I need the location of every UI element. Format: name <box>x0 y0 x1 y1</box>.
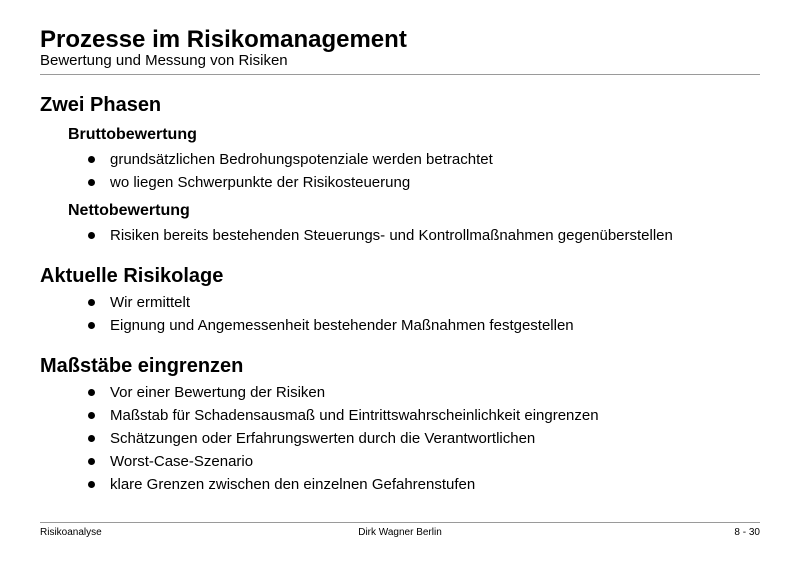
bullet-icon <box>88 322 95 329</box>
list-item <box>88 224 760 247</box>
bullet-icon <box>88 156 95 163</box>
page-number: 8 - 30 <box>734 527 760 538</box>
list-item <box>88 381 760 404</box>
list-item-text: Eignung und Angemessenheit bestehender Maßnahmen festgestellen <box>110 317 574 334</box>
section-heading: Aktuelle Risikolage <box>40 265 224 287</box>
bullet-list <box>40 291 760 337</box>
list-item <box>88 404 760 427</box>
list-item-text: klare Grenzen zwischen den einzelnen Gefahrenstufen <box>110 476 476 493</box>
list-item <box>88 291 760 314</box>
list-item-text: Wir ermittelt <box>110 294 190 311</box>
section-aktuelle-risikolage <box>40 263 760 337</box>
list-item-text: Maßstab für Schadensausmaß und Eintrittswahrscheinlichkeit eingrenzen <box>110 407 599 424</box>
subsection-heading: Nettobewertung <box>68 202 190 219</box>
list-item <box>88 450 760 473</box>
section-massstaebe <box>40 353 760 496</box>
slide-title: Prozesse im Risikomanagement <box>40 26 407 53</box>
slide-subtitle: Bewertung und Messung von Risiken <box>40 52 288 69</box>
list-item-text: Schätzungen oder Erfahrungswerten durch die Verantwortlichen <box>110 430 536 447</box>
list-item <box>88 314 760 337</box>
bullet-list <box>40 224 760 247</box>
bullet-icon <box>88 435 95 442</box>
bullet-icon <box>88 412 95 419</box>
list-item-text: wo liegen Schwerpunkte der Risikosteuerung <box>110 174 411 191</box>
list-item-text: Risiken bereits bestehenden Steuerungs- und Kontrollmaßnahmen gegenüberstellen <box>110 227 673 244</box>
list-item-text: Vor einer Bewertung der Risiken <box>110 384 326 401</box>
header-divider <box>40 74 760 75</box>
bullet-icon <box>88 232 95 239</box>
bullet-icon <box>88 389 95 396</box>
list-item-text: Worst-Case-Szenario <box>110 453 254 470</box>
list-item <box>88 171 760 194</box>
slide-content <box>40 92 760 512</box>
list-item <box>88 427 760 450</box>
footer-center: Dirk Wagner Berlin <box>358 527 442 538</box>
footer-left: Risikoanalyse <box>40 527 102 538</box>
list-item <box>88 473 760 496</box>
list-item-text: grundsätzlichen Bedrohungspotenziale werden betrachtet <box>110 151 493 168</box>
bullet-icon <box>88 299 95 306</box>
bullet-icon <box>88 458 95 465</box>
bullet-icon <box>88 481 95 488</box>
section-heading: Maßstäbe eingrenzen <box>40 355 244 377</box>
section-heading: Zwei Phasen <box>40 94 162 116</box>
section-zwei-phasen <box>40 92 760 247</box>
bullet-list <box>40 381 760 496</box>
subsection-heading: Bruttobewertung <box>68 126 197 143</box>
footer-divider <box>40 522 760 523</box>
bullet-icon <box>88 179 95 186</box>
bullet-list <box>40 148 760 194</box>
list-item <box>88 148 760 171</box>
